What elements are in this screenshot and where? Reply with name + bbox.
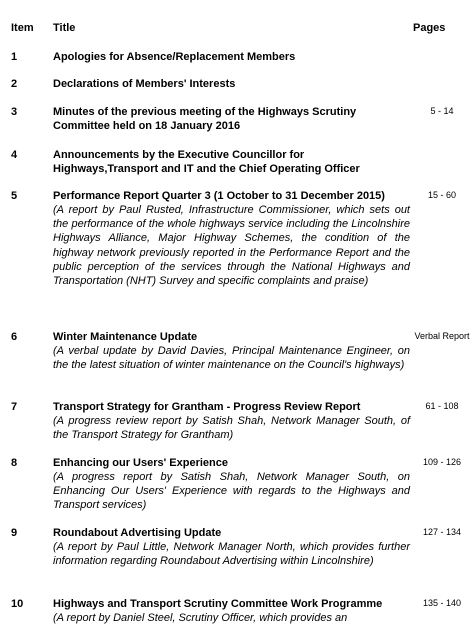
item-title: Winter Maintenance Update xyxy=(53,331,198,343)
item-title: Minutes of the previous meeting of the Highways Scrutiny Committee held on 18 January 2016 xyxy=(53,106,357,132)
item-content xyxy=(53,330,410,372)
header-item-label: Item xyxy=(11,22,34,34)
item-title: Roundabout Advertising Update xyxy=(53,527,222,539)
item-title: Announcements by the Executive Councillor for Highways,Transport and IT and the Chief Operating Officer xyxy=(53,149,360,175)
item-title: Enhancing our Users' Experience xyxy=(53,457,229,469)
item-title: Apologies for Absence/Replacement Members xyxy=(53,51,296,63)
item-number: 1 xyxy=(11,51,18,63)
item-number: 5 xyxy=(11,190,18,202)
item-description: (A verbal update by David Davies, Principal Maintenance Engineer, on the the latest situation of winter maintenance on the Council's highways) xyxy=(53,345,410,372)
item-pages: 15 - 60 xyxy=(427,190,457,200)
item-title: Transport Strategy for Grantham - Progress Review Report xyxy=(53,401,361,413)
item-pages: 61 - 108 xyxy=(425,401,459,411)
item-number: 6 xyxy=(11,331,18,343)
item-content xyxy=(53,456,410,513)
agenda-header xyxy=(0,22,473,36)
item-number: 10 xyxy=(11,598,24,610)
item-description: (A report by Paul Rusted, Infrastructure Commissioner, which sets out the performance of the whole highways service including the Lincolnshire Highways Alliance, Major Highway Schemes, the condition of the highway network previously reported in the Performance Report and the public perception of the services through the National Highways and Transportation (NHT) Survey and specific complaints and praise) xyxy=(53,204,410,288)
item-title: Declarations of Members' Interests xyxy=(53,78,236,90)
item-description: (A report by Paul Little, Network Manager North, which provides further information regarding Roundabout Advertising within Lincolnshire) xyxy=(53,541,410,568)
item-description: (A progress report by Satish Shah, Network Manager South, on Enhancing Our Users' Experience with regards to the Highways and Transport services) xyxy=(53,471,410,512)
item-pages: 5 - 14 xyxy=(430,106,454,116)
item-pages: 127 - 134 xyxy=(422,527,462,537)
item-number: 4 xyxy=(11,149,18,161)
item-number: 2 xyxy=(11,78,18,90)
item-number: 9 xyxy=(11,527,18,539)
item-content xyxy=(53,597,410,625)
item-title: Highways and Transport Scrutiny Committee Work Programme xyxy=(53,598,383,610)
item-pages: Verbal Report xyxy=(414,331,470,341)
item-description: (A report by Daniel Steel, Scrutiny Officer, which provides an xyxy=(53,612,348,624)
header-title-label: Title xyxy=(53,22,76,34)
item-content xyxy=(53,50,410,64)
item-content xyxy=(53,105,410,133)
item-content xyxy=(53,400,410,442)
item-number: 3 xyxy=(11,106,18,118)
header-pages-label: Pages xyxy=(413,22,446,34)
item-number: 8 xyxy=(11,457,18,469)
item-content xyxy=(53,189,410,288)
item-pages: 135 - 140 xyxy=(422,598,462,608)
item-content xyxy=(53,148,410,176)
item-content xyxy=(53,77,410,91)
item-description: (A progress review report by Satish Shah, Network Manager South, of the Transport Strategy for Grantham) xyxy=(53,415,410,442)
item-content xyxy=(53,526,410,568)
item-title: Performance Report Quarter 3 (1 October to 31 December 2015) xyxy=(53,190,385,202)
item-pages: 109 - 126 xyxy=(422,457,462,467)
item-number: 7 xyxy=(11,401,18,413)
